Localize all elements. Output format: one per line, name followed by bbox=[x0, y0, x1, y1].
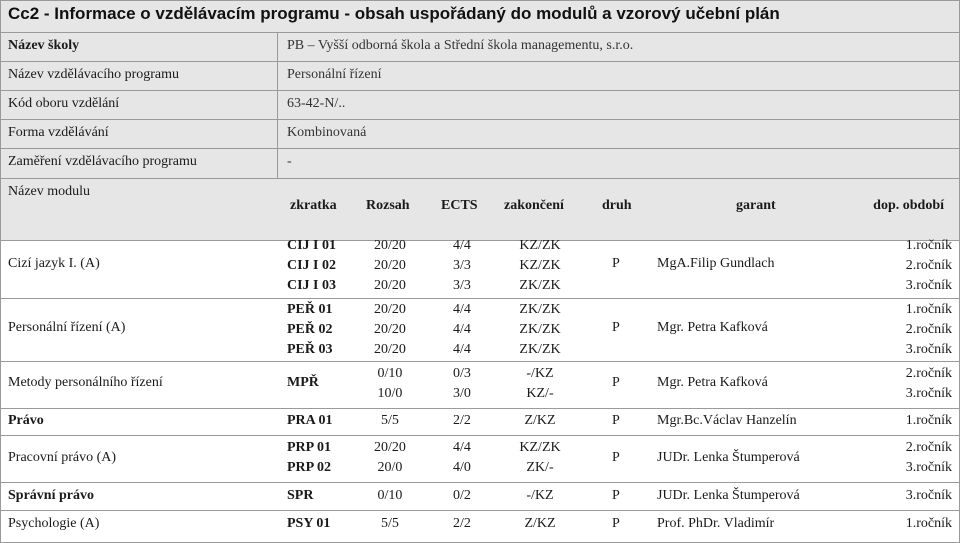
zakonceni-value: -/KZ bbox=[526, 366, 554, 381]
info-value-form: Kombinovaná bbox=[287, 125, 367, 140]
info-value-school: PB – Vyšší odborná škola a Střední škola managementu, s.r.o. bbox=[287, 38, 634, 53]
divider bbox=[0, 408, 960, 409]
module-garant: Mgr. Petra Kafková bbox=[657, 375, 768, 390]
zakonceni-value: ZK/ZK bbox=[519, 342, 561, 357]
rozsah-value: 20/20 bbox=[374, 258, 406, 273]
info-label-program: Název vzdělávacího programu bbox=[8, 67, 180, 82]
ects-value: 4/4 bbox=[453, 322, 471, 337]
obdobi-value: 1.ročník bbox=[905, 302, 952, 317]
module-name: Právo bbox=[8, 413, 44, 428]
col-header-zakonceni: zakončení bbox=[504, 198, 564, 213]
divider bbox=[0, 435, 960, 436]
zakonceni-value: Z/KZ bbox=[524, 516, 556, 531]
zakonceni-value: KZ/ZK bbox=[519, 238, 561, 253]
obdobi-value: 2.ročník bbox=[905, 322, 952, 337]
obdobi-value: 3.ročník bbox=[905, 460, 952, 475]
info-value-program: Personální řízení bbox=[287, 67, 382, 82]
module-code: PRP 02 bbox=[287, 460, 331, 475]
divider bbox=[0, 61, 960, 62]
rozsah-value: 20/20 bbox=[374, 440, 406, 455]
module-obdobi bbox=[906, 438, 952, 478]
divider bbox=[0, 119, 960, 120]
ects-value: 3/0 bbox=[453, 386, 471, 401]
obdobi-value: 3.ročník bbox=[905, 278, 952, 293]
zakonceni-value: KZ/ZK bbox=[519, 440, 561, 455]
module-name: Pracovní právo (A) bbox=[8, 450, 117, 465]
divider bbox=[0, 32, 960, 33]
zakonceni-value: ZK/ZK bbox=[519, 302, 561, 317]
module-druh: P bbox=[612, 375, 620, 390]
module-code: PEŘ 01 bbox=[287, 302, 333, 317]
obdobi-value: 2.ročník bbox=[905, 258, 952, 273]
obdobi-value: 1.ročník bbox=[905, 516, 952, 531]
obdobi-value: 1.ročník bbox=[905, 413, 952, 428]
module-rozsah bbox=[368, 364, 412, 404]
module-code: PRA 01 bbox=[287, 413, 333, 428]
module-druh: P bbox=[612, 320, 620, 335]
module-code: CIJ I 03 bbox=[287, 278, 337, 293]
divider bbox=[0, 90, 960, 91]
module-garant: Mgr.Bc.Václav Hanzelín bbox=[657, 413, 797, 428]
obdobi-value: 2.ročník bbox=[905, 440, 952, 455]
zakonceni-value: KZ/- bbox=[526, 386, 554, 401]
zakonceni-value: ZK/ZK bbox=[519, 278, 561, 293]
module-obdobi bbox=[906, 236, 952, 296]
module-rozsah bbox=[368, 236, 412, 296]
rozsah-value: 20/20 bbox=[374, 342, 406, 357]
module-ects bbox=[447, 300, 477, 360]
module-druh: P bbox=[612, 516, 620, 531]
module-code: MPŘ bbox=[287, 375, 319, 390]
module-zakonceni bbox=[505, 236, 575, 296]
module-zakonceni bbox=[505, 438, 575, 478]
module-druh: P bbox=[612, 488, 620, 503]
module-name: Personální řízení (A) bbox=[8, 320, 126, 335]
module-code: PRP 01 bbox=[287, 440, 331, 455]
module-zakonceni bbox=[505, 364, 575, 404]
ects-value: 3/3 bbox=[453, 258, 471, 273]
module-code: CIJ I 01 bbox=[287, 238, 337, 253]
module-rozsah bbox=[368, 300, 412, 360]
module-name: Metody personálního řízení bbox=[8, 375, 163, 390]
module-name: Správní právo bbox=[8, 488, 94, 503]
module-name: Psychologie (A) bbox=[8, 516, 100, 531]
obdobi-value: 3.ročník bbox=[905, 342, 952, 357]
obdobi-value: 1.ročník bbox=[905, 238, 952, 253]
module-code: PSY 01 bbox=[287, 516, 331, 531]
rozsah-value: 0/10 bbox=[377, 366, 403, 381]
ects-value: 4/4 bbox=[453, 440, 471, 455]
module-garant: Mgr. Petra Kafková bbox=[657, 320, 768, 335]
column-divider bbox=[277, 32, 278, 178]
zakonceni-value: KZ/ZK bbox=[519, 258, 561, 273]
module-ects bbox=[447, 438, 477, 478]
col-header-zkratka: zkratka bbox=[290, 198, 337, 213]
module-ects bbox=[447, 236, 477, 296]
module-codes bbox=[287, 300, 333, 360]
zakonceni-value: ZK/- bbox=[526, 460, 554, 475]
info-label-form: Forma vzdělávání bbox=[8, 125, 109, 140]
zakonceni-value: ZK/ZK bbox=[519, 322, 561, 337]
module-zakonceni bbox=[505, 300, 575, 360]
ects-value: 2/2 bbox=[453, 516, 471, 531]
obdobi-value: 3.ročník bbox=[905, 386, 952, 401]
ects-value: 4/0 bbox=[453, 460, 471, 475]
ects-value: 4/4 bbox=[453, 342, 471, 357]
module-rozsah bbox=[368, 438, 412, 478]
ects-value: 2/2 bbox=[453, 413, 471, 428]
module-druh: P bbox=[612, 413, 620, 428]
module-garant: JUDr. Lenka Štumperová bbox=[657, 488, 800, 503]
zakonceni-value: -/KZ bbox=[526, 488, 554, 503]
module-name-header: Název modulu bbox=[8, 184, 91, 199]
col-header-druh: druh bbox=[602, 198, 632, 213]
module-garant: JUDr. Lenka Štumperová bbox=[657, 450, 800, 465]
module-code: SPR bbox=[287, 488, 314, 503]
col-header-garant: garant bbox=[736, 198, 776, 213]
module-obdobi bbox=[906, 300, 952, 360]
divider bbox=[0, 178, 960, 179]
divider bbox=[0, 482, 960, 483]
info-value-focus: - bbox=[287, 154, 292, 169]
module-druh: P bbox=[612, 256, 620, 271]
module-garant: Prof. PhDr. Vladimír bbox=[657, 516, 775, 531]
document-title: Cc2 - Informace o vzdělávacím programu - obsah uspořádaný do modulů a vzorový učební plán bbox=[8, 4, 780, 23]
ects-value: 0/2 bbox=[453, 488, 471, 503]
info-value-code: 63-42-N/.. bbox=[287, 96, 346, 111]
rozsah-value: 20/20 bbox=[374, 278, 406, 293]
module-druh: P bbox=[612, 450, 620, 465]
ects-value: 4/4 bbox=[453, 238, 471, 253]
divider bbox=[0, 298, 960, 299]
ects-value: 3/3 bbox=[453, 278, 471, 293]
module-name: Cizí jazyk I. (A) bbox=[8, 256, 100, 271]
ects-value: 4/4 bbox=[453, 302, 471, 317]
divider bbox=[0, 510, 960, 511]
rozsah-value: 10/0 bbox=[377, 386, 403, 401]
rozsah-value: 5/5 bbox=[381, 413, 399, 428]
rozsah-value: 5/5 bbox=[381, 516, 399, 531]
info-label-code: Kód oboru vzdělání bbox=[8, 96, 120, 111]
rozsah-value: 0/10 bbox=[377, 488, 403, 503]
col-header-rozsah: Rozsah bbox=[366, 198, 410, 213]
module-codes bbox=[287, 236, 336, 296]
col-header-ects: ECTS bbox=[441, 198, 478, 213]
divider bbox=[0, 148, 960, 149]
obdobi-value: 3.ročník bbox=[905, 488, 952, 503]
divider bbox=[0, 361, 960, 362]
rozsah-value: 20/20 bbox=[374, 322, 406, 337]
module-code: PEŘ 02 bbox=[287, 322, 333, 337]
info-label-school: Název školy bbox=[8, 38, 80, 53]
rozsah-value: 20/0 bbox=[377, 460, 403, 475]
module-code: CIJ I 02 bbox=[287, 258, 337, 273]
rozsah-value: 20/20 bbox=[374, 302, 406, 317]
divider bbox=[0, 240, 960, 241]
module-codes bbox=[287, 438, 331, 478]
rozsah-value: 20/20 bbox=[374, 238, 406, 253]
col-header-obdobi: dop. období bbox=[873, 198, 944, 213]
module-obdobi bbox=[906, 364, 952, 404]
module-ects bbox=[447, 364, 477, 404]
zakonceni-value: Z/KZ bbox=[524, 413, 556, 428]
ects-value: 0/3 bbox=[453, 366, 471, 381]
obdobi-value: 2.ročník bbox=[905, 366, 952, 381]
module-garant: MgA.Filip Gundlach bbox=[657, 256, 775, 271]
module-code: PEŘ 03 bbox=[287, 342, 333, 357]
info-label-focus: Zaměření vzdělávacího programu bbox=[8, 154, 197, 169]
